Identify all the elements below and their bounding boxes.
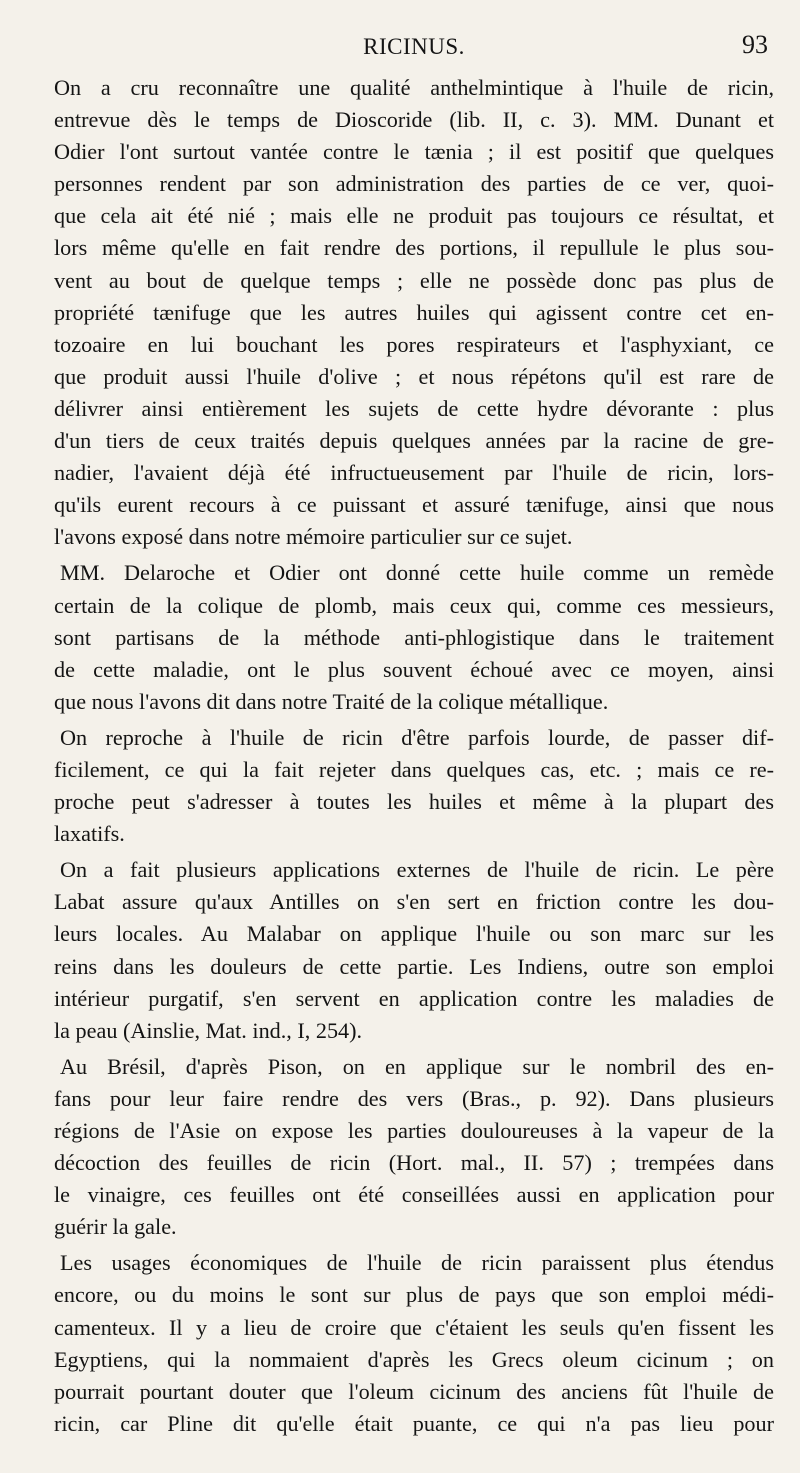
text-line: Labat assure qu'aux Antilles on s'en sert en friction contre les dou- [54,889,774,915]
text-line: Odier l'ont surtout vantée contre le tænia ; il est positif que quelques [54,139,774,165]
text-line: guérir la gale. [54,1214,177,1240]
text-line: nadier, l'avaient déjà été infructueusement par l'huile de ricin, lors- [54,460,774,486]
text-line: que cela ait été nié ; mais elle ne produit pas toujours ce résultat, et [54,203,774,229]
text-line: personnes rendent par son administration des parties de ce ver, quoi- [54,171,774,197]
text-line: tozoaire en lui bouchant les pores respirateurs et l'asphyxiant, ce [54,331,774,357]
text-line: laxatifs. [54,821,125,847]
text-line: lors même qu'elle en fait rendre des portions, il repullule le plus sou- [54,235,774,261]
text-line: entrevue dès le temps de Dioscoride (lib. II, c. 3). MM. Dunant et [54,107,774,133]
text-line: On a cru reconnaître une qualité anthelmintique à l'huile de ricin, [54,75,774,100]
text-line: pourrait pourtant douter que l'oleum cicinum des anciens fût l'huile de [54,1378,774,1404]
text-line: vent au bout de quelque temps ; elle ne possède donc pas plus de [54,267,774,293]
text-line: de cette maladie, ont le plus souvent échoué avec ce moyen, ainsi [54,656,774,682]
paragraph-3 [54,722,774,850]
text-line: leurs locales. Au Malabar on applique l'huile ou son marc sur les [54,921,774,947]
text-line: propriété tænifuge que les autres huiles qui agissent contre cet en- [54,299,774,325]
text-line: que produit aussi l'huile d'olive ; et nous répétons qu'il est rare de [54,363,774,389]
paragraph-4 [54,854,774,1047]
text-line: Les usages économiques de l'huile de ricin paraissent plus étendus [60,1250,774,1276]
text-line: que nous l'avons dit dans notre Traité de la colique métallique. [54,688,609,714]
text-line: Au Brésil, d'après Pison, on en applique sur le nombril des en- [60,1053,774,1079]
text-line: l'avons exposé dans notre mémoire particulier sur ce sujet. [54,524,573,550]
text-line: régions de l'Asie on expose les parties douloureuses à la vapeur de la [54,1118,774,1143]
running-title: RICINUS. [363,34,465,59]
text-line: qu'ils eurent recours à ce puissant et assuré tænifuge, ainsi que nous [54,492,774,518]
paragraph-6 [54,1247,774,1440]
text-line: le vinaigre, ces feuilles ont été conseillées aussi en application pour [54,1182,774,1208]
text-line: On reproche à l'huile de ricin d'être parfois lourde, de passer dif- [60,724,774,750]
text-line: la peau (Ainslie, Mat. ind., I, 254). [54,1017,363,1043]
text-line: ficilement, ce qui la fait rejeter dans quelques cas, etc. ; mais ce re- [54,756,774,782]
text-line: certain de la colique de plomb, mais ceux qui, comme ces messieurs, [54,592,774,618]
paragraph-2 [54,557,774,717]
text-line: ricin, car Pline dit qu'elle était puante, ce qui n'a pas lieu pour [54,1410,774,1436]
text-line: reins dans les douleurs de cette partie. Les Indiens, outre son emploi [54,953,774,979]
text-line: sont partisans de la méthode anti-phlogistique dans le traitement [54,624,774,650]
text-line: intérieur purgatif, s'en servent en application contre les maladies de [54,985,774,1011]
page-number: 93 [742,30,768,59]
text-line: encore, ou du moins le sont sur plus de pays que son emploi médi- [54,1282,774,1308]
paragraph-1 [54,72,774,553]
text-line: MM. Delaroche et Odier ont donné cette huile comme un remède [60,560,774,586]
text-line: d'un tiers de ceux traités depuis quelques années par la racine de gre- [54,428,774,454]
page-header [54,0,774,80]
text-line: décoction des feuilles de ricin (Hort. mal., II. 57) ; trempées dans [54,1150,774,1176]
paragraph-5 [54,1051,774,1244]
text-line: On a fait plusieurs applications externes de l'huile de ricin. Le père [60,857,774,883]
body-text [54,72,774,1440]
text-line: délivrer ainsi entièrement les sujets de cette hydre dévorante : plus [54,395,774,421]
text-line: proche peut s'adresser à toutes les huiles et même à la plupart des [54,789,774,815]
text-line: camenteux. Il y a lieu de croire que c'étaient les seuls qu'en fissent les [54,1314,774,1340]
text-line: fans pour leur faire rendre des vers (Bras., p. 92). Dans plusieurs [54,1085,774,1111]
text-line: Egyptiens, qui la nommaient d'après les Grecs oleum cicinum ; on [54,1346,774,1372]
